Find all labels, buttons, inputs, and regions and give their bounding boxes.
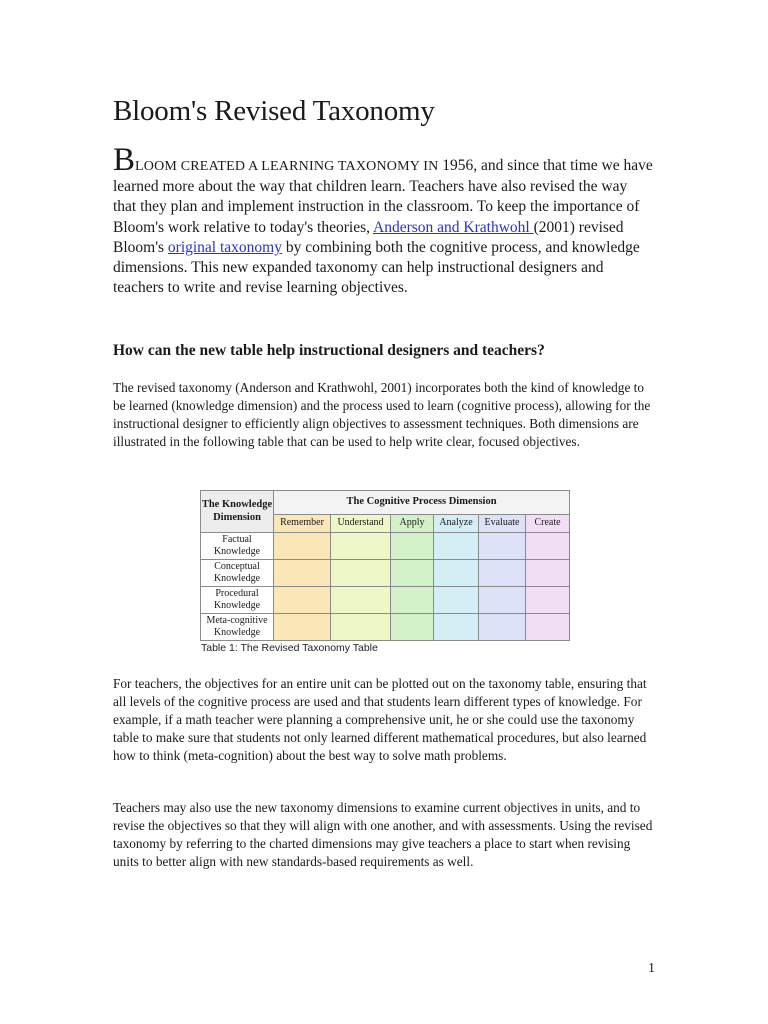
original-taxonomy-link[interactable]: original taxonomy bbox=[167, 238, 282, 256]
intro-text-2: (2001) revised Bloom's bbox=[113, 218, 624, 256]
paragraph-1: The revised taxonomy (Anderson and Krathwohl, 2001) incorporates both the kind of knowledge to be learned (knowledge dimension) and the process used to learn (cognitive process), allowing for the instructional designer to efficiently align objectives to assessment techniques. Both dimensions are illustrated in the following table that can be used to help write clear, focused objectives. bbox=[113, 380, 651, 450]
table-row bbox=[201, 560, 570, 587]
column-header-analyze: Analyze bbox=[434, 515, 479, 533]
row-label-conceptual: Conceptual Knowledge bbox=[201, 560, 274, 587]
table-cell bbox=[391, 533, 434, 560]
table-cell bbox=[434, 560, 479, 587]
table-caption: Table 1: The Revised Taxonomy Table bbox=[201, 642, 378, 654]
taxonomy-figure bbox=[200, 490, 570, 654]
table-cell bbox=[479, 587, 526, 614]
table-cell bbox=[479, 614, 526, 641]
row-label-procedural: Procedural Knowledge bbox=[201, 587, 274, 614]
table-row bbox=[201, 533, 570, 560]
table-cell bbox=[434, 587, 479, 614]
table-cell bbox=[526, 533, 570, 560]
table-cell bbox=[391, 560, 434, 587]
table-cell bbox=[391, 614, 434, 641]
table-cell bbox=[434, 533, 479, 560]
column-header-apply: Apply bbox=[391, 515, 434, 533]
table-cell bbox=[526, 560, 570, 587]
table-cell bbox=[274, 614, 331, 641]
cognitive-process-header: The Cognitive Process Dimension bbox=[274, 491, 570, 515]
row-label-metacognitive: Meta-cognitive Knowledge bbox=[201, 614, 274, 641]
table-cell bbox=[331, 587, 391, 614]
intro-smallcaps: LOOM CREATED A LEARNING TAXONOMY IN bbox=[135, 159, 439, 174]
drop-cap: B bbox=[113, 142, 136, 178]
intro-text-3: by combining both the cognitive process, and knowledge dimensions. This new expanded taxonomy can help instructional designers and teachers to write and revise learning objectives. bbox=[113, 238, 640, 297]
paragraph-2: For teachers, the objectives for an entire unit can be plotted out on the taxonomy table, ensuring that all levels of the cognitive process are used and that students learn different types of knowledge. For example, if a math teacher were planning a comprehensive unit, he or she could use the taxonomy table to make sure that students not only learned different mathematical procedures, but also learned how to think (meta-cognition) about the best way to solve math problems. bbox=[113, 676, 647, 764]
paragraph-3: Teachers may also use the new taxonomy dimensions to examine current objectives in units, and to revise the objectives so that they will align with one another, and with assessments. Using the revised taxonomy by referring to the charted dimensions may give teachers a place to start when revising units to better align with new standards-based requirements as well. bbox=[113, 800, 653, 870]
table-cell bbox=[274, 533, 331, 560]
intro-text-1: 1956, and since that time we have learned more about the way that children learn. Teachers have also revised the way that they plan and implement instruction in the classroom. To keep the importance of Bloom's work relative to today's theories, bbox=[113, 157, 653, 236]
table-row bbox=[201, 587, 570, 614]
page-title: Bloom's Revised Taxonomy bbox=[113, 95, 435, 127]
row-label-factual: Factual Knowledge bbox=[201, 533, 274, 560]
column-header-evaluate: Evaluate bbox=[479, 515, 526, 533]
section-heading: How can the new table help instructional designers and teachers? bbox=[113, 342, 545, 359]
table-row bbox=[201, 614, 570, 641]
page-number: 1 bbox=[648, 961, 655, 976]
table-cell bbox=[526, 587, 570, 614]
table-cell bbox=[434, 614, 479, 641]
column-header-remember: Remember bbox=[274, 515, 331, 533]
anderson-krathwohl-link[interactable]: Anderson and Krathwohl bbox=[373, 218, 534, 236]
column-header-create: Create bbox=[526, 515, 570, 533]
table-cell bbox=[331, 614, 391, 641]
knowledge-dimension-header: The Knowledge Dimension bbox=[201, 491, 274, 533]
table-cell bbox=[274, 560, 331, 587]
intro-paragraph bbox=[113, 142, 653, 298]
column-header-understand: Understand bbox=[331, 515, 391, 533]
table-cell bbox=[391, 587, 434, 614]
table-cell bbox=[331, 533, 391, 560]
taxonomy-table bbox=[200, 490, 570, 641]
table-cell bbox=[274, 587, 331, 614]
table-cell bbox=[526, 614, 570, 641]
table-cell bbox=[479, 560, 526, 587]
table-cell bbox=[479, 533, 526, 560]
table-cell bbox=[331, 560, 391, 587]
